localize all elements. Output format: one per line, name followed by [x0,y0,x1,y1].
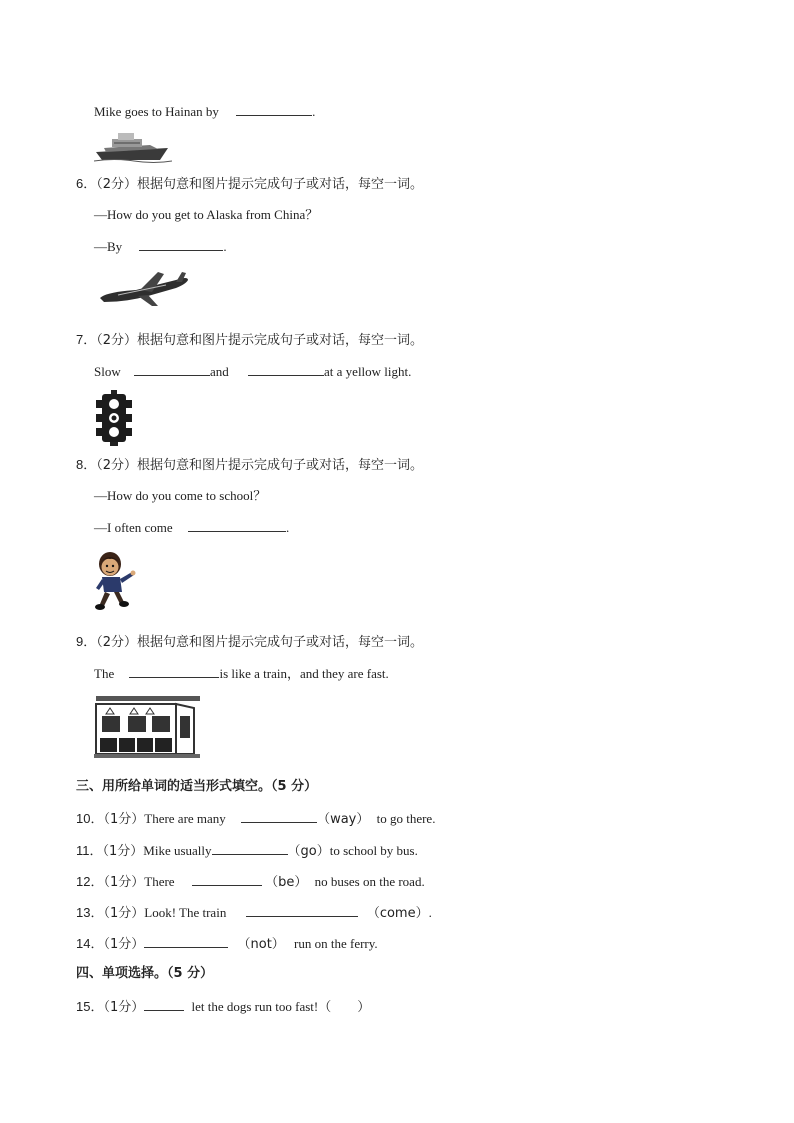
q12 [76,873,425,891]
q5-text-after: . [312,104,316,119]
q14 [76,935,378,953]
q5-sentence [94,103,315,120]
q11-answer-blank[interactable] [212,842,288,855]
q14-answer-blank[interactable] [144,935,228,948]
q9-number: 9． [76,634,97,649]
q11-hint: （go） [287,844,330,859]
q7-answer-blank-2[interactable] [248,363,324,376]
q8-number: 8． [76,457,97,472]
q10-after: to go there. [376,811,436,826]
q13-points: （1分） [103,906,145,921]
q10-hint: （way） [317,812,370,827]
q8-answer-blank[interactable] [188,519,286,532]
q6-number: 6． [76,176,97,191]
q9-text-before: The [94,666,115,681]
running-boy-icon [92,550,136,618]
q10-number: 10． [76,811,104,826]
q13-after: . [428,905,432,920]
q8-line1: —How do you come to school？ [94,488,267,503]
q8-line2-after: . [285,520,290,535]
q7-word2: and [209,364,229,379]
q6-answer-blank[interactable] [139,238,223,251]
q13 [76,904,432,922]
q9-text-after: is like a train，and they are fast. [219,666,389,681]
q9-points: （2分） [96,635,138,650]
q12-before: There [144,874,175,889]
q6-line1: —How do you get to Alaska from China？ [94,207,319,222]
q7-number: 7． [76,332,97,347]
section4-title: 四、单项选择。（5 分） [76,966,214,981]
q6-line2 [94,238,227,255]
q7-sentence [94,363,411,380]
q10-answer-blank[interactable] [241,810,317,823]
q8-instruction: 根据句意和图片提示完成句子或对话，每空一词。 [137,458,424,473]
q7-word1: Slow [94,364,121,379]
q5-text-before: Mike goes to Hainan by [94,104,219,119]
q9-instruction: 根据句意和图片提示完成句子或对话，每空一词。 [137,635,424,650]
q13-hint: （come） [366,906,429,921]
q15-number: 15． [76,999,104,1014]
q9-answer-blank[interactable] [129,665,219,678]
q7-answer-blank-1[interactable] [134,363,210,376]
q15-answer-blank[interactable] [144,998,184,1011]
q15-after: let the dogs run too fast!（ ） [191,999,371,1014]
q8-line2 [94,519,289,536]
q13-answer-blank[interactable] [246,904,358,917]
q12-after: no buses on the road. [314,874,425,889]
ship-icon [94,128,172,168]
q9-header [76,634,423,651]
q7-points: （2分） [96,333,138,348]
traffic-light-icon [96,390,132,450]
q5-answer-blank[interactable] [236,103,312,116]
q11-before: Mike usually [143,843,212,858]
q14-hint: （not） [237,937,285,952]
airplane-icon [96,268,192,314]
q7-header [76,332,423,349]
q11-points: （1分） [102,844,144,859]
q12-hint: （be） [265,875,308,890]
q6-instruction: 根据句意和图片提示完成句子或对话，每空一词。 [137,177,424,192]
q14-number: 14． [76,936,104,951]
q10 [76,810,435,828]
q12-number: 12． [76,874,104,889]
q8-line2-before: —I often come [94,520,173,535]
q11-after: to school by bus. [329,843,418,858]
q8-points: （2分） [96,458,138,473]
q15-points: （1分） [103,1000,145,1015]
q6-points: （2分） [96,177,138,192]
q15 [76,998,370,1016]
q14-points: （1分） [103,937,145,952]
q6-line2-after: . [223,239,227,254]
section3-title: 三、用所给单词的适当形式填空。（5 分） [76,779,318,794]
q8-header [76,457,423,474]
q12-answer-blank[interactable] [192,873,262,886]
q6-header [76,176,423,193]
q10-before: There are many [144,811,226,826]
q10-points: （1分） [103,812,145,827]
q11-number: 11． [76,843,103,858]
q12-points: （1分） [103,875,145,890]
q11 [76,842,418,860]
q14-after: run on the ferry. [294,936,378,951]
q6-line2-before: —By [94,239,123,254]
q9-sentence [94,665,389,682]
q13-before: Look! The train [144,905,227,920]
q7-word3: at a yellow light. [324,364,412,379]
q7-instruction: 根据句意和图片提示完成句子或对话，每空一词。 [137,333,424,348]
subway-icon [94,694,200,764]
q13-number: 13． [76,905,104,920]
